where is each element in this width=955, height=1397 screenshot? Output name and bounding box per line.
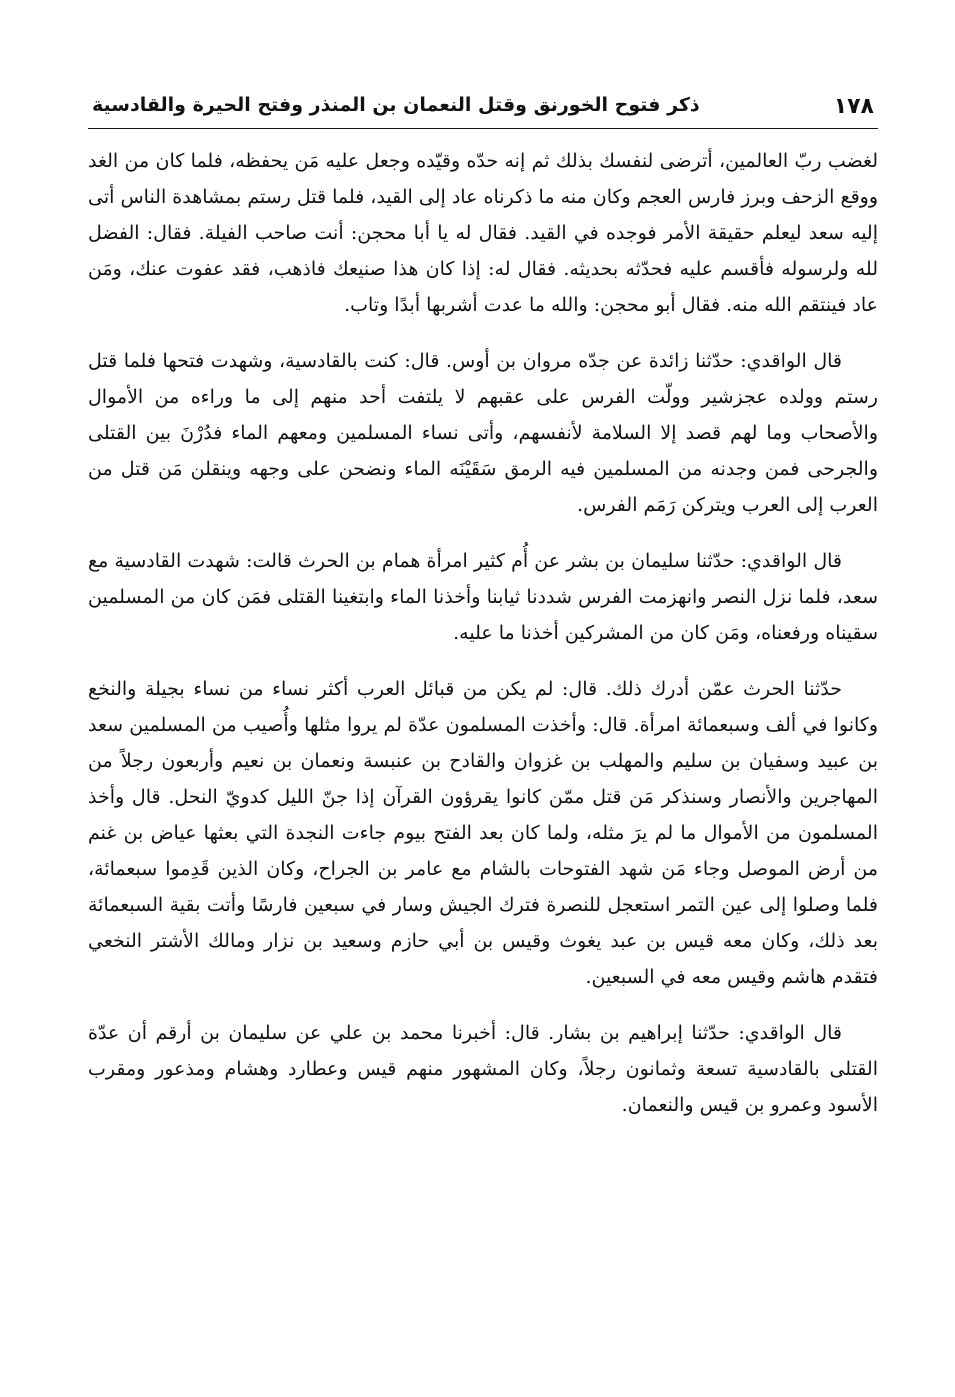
paragraph-4: حدّثنا الحرث عمّن أدرك ذلك. قال: لم يكن من قبائل العرب أكثر نساء من نساء بجيلة والنخع وكانوا في ألف وسبعمائة امرأة. قال: وأخذت المسلمون عدّة لم يروا مثلها وأُصيب من المسلمين سعد بن عبيد وسفيان بن سليم والمهلب بن غزوان والقادح بن عنبسة ونعمان بن نعيم وأربعون رجلاً من المهاجرين والأنصار وسنذكر مَن قتل ممّن كانوا يقرؤون القرآن إذا جنّ الليل كدويّ النحل. قال وأخذ المسلمون من الأموال ما لم يرَ مثله، ولما كان بعد الفتح بيوم جاءت النجدة التي بعثها عياض بن غنم من أرض الموصل وجاء مَن شهد الفتوحات بالشام مع عامر بن الجراح، وكان الذين قَدِموا سبعمائة، فلما وصلوا إلى عين التمر استعجل للنصرة فترك الجيش وسار في سبعين فارسًا وأتت بقية السبعمائة بعد ذلك، وكان معه قيس بن عبد يغوث وقيس بن أبي حازم وسعيد بن نزار ومالك الأشتر النخعي فتقدم هاشم وقيس معه في السبعين. xyxy=(88,678,878,988)
paragraph-2: قال الواقدي: حدّثنا زائدة عن جدّه مروان بن أوس. قال: كنت بالقادسية، وشهدت فتحها فلما قتل رستم وولده عجزشير وولّت الفرس على عقبهم لا يلتفت أحد منهم إلى ما وراءه من الأموال والأصحاب وما لهم قصد إلا السلامة لأنفسهم، وأتى نساء المسلمين ومعهم الماء فدُرْنَ بين القتلى والجرحى فمن وجدنه من المسلمين فيه الرمق سَقَيْنَه الماء ونضحن على وجهه وينقلن مَن قتل من العرب إلى العرب ويتركن رَمَم الفرس. xyxy=(88,350,878,516)
book-page xyxy=(88,88,878,1378)
paragraph-3: قال الواقدي: حدّثنا سليمان بن بشر عن أُم كثير امرأة همام بن الحرث قالت: شهدت القادسية مع سعد، فلما نزل النصر وانهزمت الفرس شددنا ثيابنا وأخذنا الماء وابتغينا القتلى فمَن كان من المسلمين سقيناه ورفعناه، ومَن كان من المشركين أخذنا ما عليه. xyxy=(88,550,878,644)
running-head xyxy=(88,88,878,129)
paragraph-5: قال الواقدي: حدّثنا إبراهيم بن بشار. قال: أخبرنا محمد بن علي عن سليمان بن أرقم أن عدّة القتلى بالقادسية تسعة وثمانون رجلاً، وكان المشهور منهم قيس وعطارد وهشام ومذعور ومقرب الأسود وعمرو بن قيس والنعمان. xyxy=(88,1022,878,1116)
running-title: ذكر فتوح الخورنق وقتل النعمان بن المنذر وفتح الحيرة والقادسية xyxy=(92,94,700,116)
page-number: ١٧٨ xyxy=(833,94,874,119)
paragraph-1: لغضب ربّ العالمين، أترضى لنفسك بذلك ثم إنه حدّه وقيّده وجعل عليه مَن يحفظه، فلما كان من الغد ووقع الزحف وبرز فارس العجم وكان منه ما ذكرناه عاد إلى القيد، فلما قتل رستم بمشاهدة الناس أتى إليه سعد ليعلم حقيقة الأمر فوجده في القيد. فقال له يا أبا محجن: أنت صاحب الفيلة. فقال: الفضل لله ولرسوله فأقسم عليه فحدّثه بحديثه. فقال له: إذا كان هذا صنيعك فاذهب، فقد عفوت عنك، ومَن عاد فينتقم الله منه. فقال أبو محجن: والله ما عدت أشربها أبدًا وتاب. xyxy=(88,150,878,316)
body-text xyxy=(88,143,878,1123)
